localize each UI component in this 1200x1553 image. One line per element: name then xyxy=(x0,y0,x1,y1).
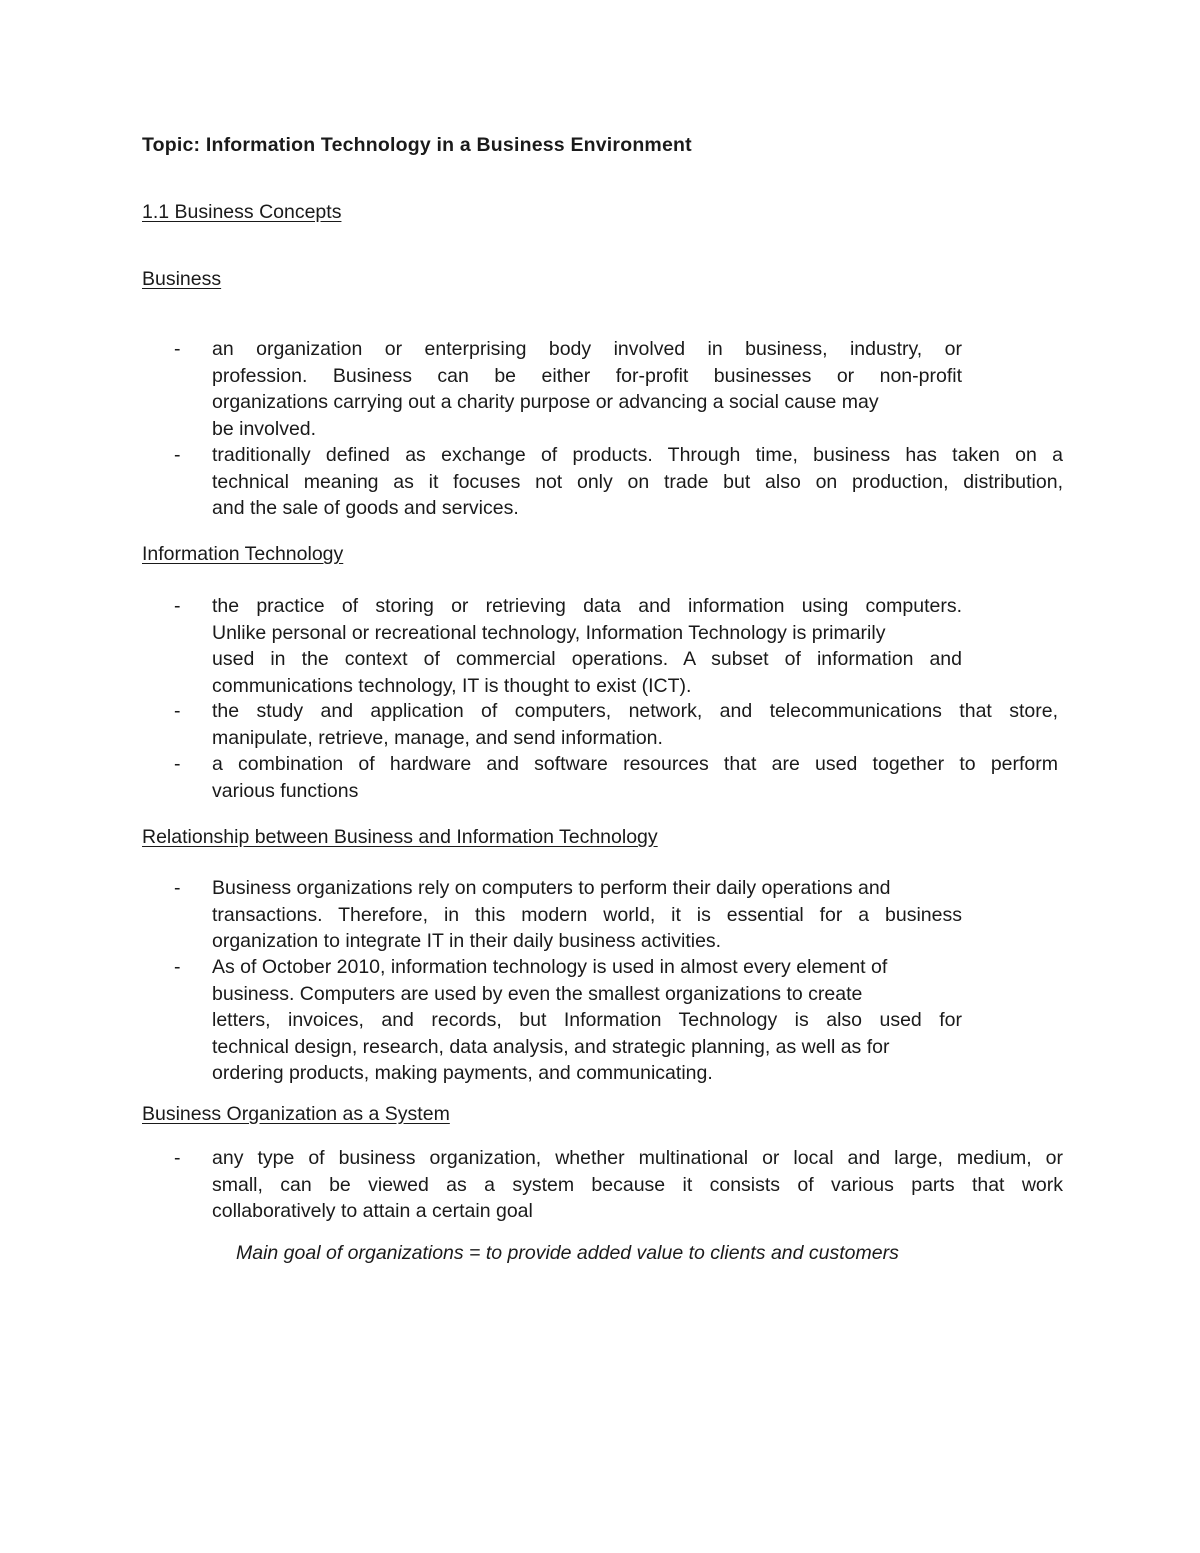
it-bullet-1 xyxy=(212,593,962,699)
text-line: organization to integrate IT in their daily business activities. xyxy=(212,930,722,952)
bullet-dash: - xyxy=(174,753,181,775)
text-line: an organization or enterprising body involved in business, industry, or xyxy=(212,338,962,360)
text-line: the practice of storing or retrieving data and information using computers. xyxy=(212,595,962,617)
relationship-bullet-1 xyxy=(212,875,962,955)
text-line: Business organizations rely on computers to perform their daily operations and xyxy=(212,877,891,899)
text-line: various functions xyxy=(212,779,359,802)
section-heading: 1.1 Business Concepts xyxy=(142,201,342,223)
text-line: profession. Business can be either for-profit businesses or non-profit xyxy=(212,364,962,387)
main-goal-statement: Main goal of organizations = to provide added value to clients and customers xyxy=(236,1242,899,1264)
text-line: ordering products, making payments, and communicating. xyxy=(212,1062,713,1084)
relationship-heading: Relationship between Business and Information Technology xyxy=(142,826,658,848)
text-line: small, can be viewed as a system because it consists of various parts that work xyxy=(212,1173,1063,1196)
text-line: traditionally defined as exchange of products. Through time, business has taken on a xyxy=(212,444,1063,466)
business-heading: Business xyxy=(142,268,222,290)
text-line: collaboratively to attain a certain goal xyxy=(212,1200,533,1222)
text-line: technical meaning as it focuses not only on trade but also on production, distribution, xyxy=(212,470,1063,493)
business-bullet-2 xyxy=(212,442,1063,522)
bullet-dash: - xyxy=(174,877,181,899)
business-bullet-1 xyxy=(212,336,962,442)
text-line: business. Computers are used by even the smallest organizations to create xyxy=(212,982,863,1005)
text-line: be involved. xyxy=(212,417,317,440)
text-line: organizations carrying out a charity purpose or advancing a social cause may xyxy=(212,391,879,413)
bullet-dash: - xyxy=(174,956,181,978)
text-line: transactions. Therefore, in this modern world, it is essential for a business xyxy=(212,903,962,926)
text-line: technical design, research, data analysis, and strategic planning, as well as for xyxy=(212,1035,890,1058)
relationship-bullet-2 xyxy=(212,954,962,1087)
document-title: Topic: Information Technology in a Business Environment xyxy=(142,134,692,156)
it-bullet-3 xyxy=(212,751,1058,804)
text-line: any type of business organization, whether multinational or local and large, medium, or xyxy=(212,1147,1063,1169)
it-heading: Information Technology xyxy=(142,543,344,565)
text-line: and the sale of goods and services. xyxy=(212,497,519,519)
system-heading: Business Organization as a System xyxy=(142,1103,450,1125)
bullet-dash: - xyxy=(174,444,181,466)
bullet-dash: - xyxy=(174,700,181,722)
bullet-dash: - xyxy=(174,1147,181,1169)
text-line: used in the context of commercial operations. A subset of information and xyxy=(212,648,962,670)
bullet-dash: - xyxy=(174,338,181,360)
text-line: letters, invoices, and records, but Information Technology is also used for xyxy=(212,1009,962,1031)
text-line: Unlike personal or recreational technology, Information Technology is primarily xyxy=(212,621,886,644)
text-line: manipulate, retrieve, manage, and send information. xyxy=(212,726,663,749)
text-line: communications technology, IT is thought to exist (ICT). xyxy=(212,674,692,697)
text-line: As of October 2010, information technology is used in almost every element of xyxy=(212,956,888,978)
system-bullet-1 xyxy=(212,1145,1063,1225)
bullet-dash: - xyxy=(174,595,181,617)
text-line: a combination of hardware and software resources that are used together to perform xyxy=(212,753,1058,775)
it-bullet-2 xyxy=(212,698,1058,751)
text-line: the study and application of computers, network, and telecommunications that store, xyxy=(212,700,1058,722)
